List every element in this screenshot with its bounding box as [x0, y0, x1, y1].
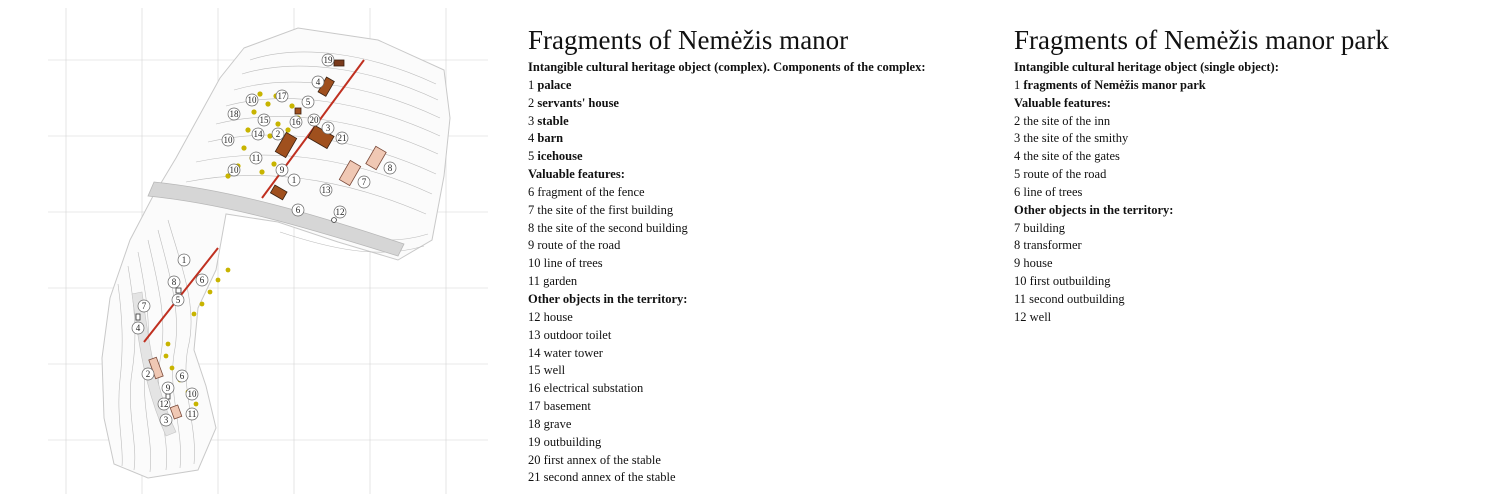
legend-item-name: well [543, 363, 566, 378]
marker-21 [336, 132, 348, 144]
legend-item-name: house [1023, 256, 1053, 271]
legend-item [1014, 113, 1454, 131]
legend-item-number: 11 [1014, 291, 1027, 306]
legend-item-number: 8 [528, 220, 535, 235]
legend-item-number: 15 [528, 363, 541, 378]
svg-text:6: 6 [199, 275, 205, 285]
svg-text:10: 10 [187, 389, 197, 399]
legend-item [528, 113, 968, 131]
svg-text:19: 19 [323, 55, 333, 65]
legend-item [528, 469, 968, 487]
legend-item-number: 9 [528, 238, 535, 253]
legend-item-name: building [1023, 220, 1066, 235]
svg-text:10: 10 [247, 95, 257, 105]
svg-text:13: 13 [321, 185, 331, 195]
legend-item [1014, 291, 1454, 309]
marker-11 [250, 152, 262, 164]
svg-text:1: 1 [291, 175, 297, 185]
legend-item [1014, 237, 1454, 255]
legend-item-name: second outbuilding [1029, 291, 1125, 306]
legend-item-number: 10 [528, 256, 541, 271]
legend-section-heading: Other objects in the territory: [1014, 202, 1174, 217]
legend-item-name: stable [537, 113, 569, 128]
marker-19 [322, 54, 334, 66]
marker-7 [358, 176, 370, 188]
legend-item [528, 452, 968, 470]
park-marker-8 [168, 276, 180, 288]
svg-text:7: 7 [361, 177, 367, 187]
svg-text:9: 9 [279, 165, 285, 175]
svg-text:4: 4 [315, 77, 321, 87]
park-marker-10 [186, 388, 198, 400]
site-plan-svg [48, 8, 488, 494]
legend-item-name: electrical substation [543, 381, 644, 396]
legend-item-number: 14 [528, 345, 541, 360]
legend-item [1014, 273, 1454, 291]
legend-item-number: 2 [528, 95, 535, 110]
svg-text:12: 12 [159, 399, 169, 409]
svg-text:17: 17 [277, 91, 287, 101]
legend-item-number: 7 [1014, 220, 1021, 235]
legend-item-number: 12 [1014, 309, 1027, 324]
legend-item-name: outbuilding [543, 434, 602, 449]
svg-text:15: 15 [259, 115, 269, 125]
park-marker-3 [160, 414, 172, 426]
legend-item-number: 2 [1014, 113, 1021, 128]
marker-16 [290, 116, 302, 128]
legend-item [1014, 166, 1454, 184]
legend-item-name: fragment of the fence [537, 184, 645, 199]
legend-item [528, 345, 968, 363]
legend-item [528, 148, 968, 166]
legend-item-number: 17 [528, 399, 541, 414]
legend-item [528, 255, 968, 273]
legend-item-name: servants' house [537, 95, 619, 110]
legend-item-name: line of trees [543, 256, 603, 271]
manor-legend [528, 24, 968, 487]
legend-item-name: route of the road [1023, 167, 1107, 182]
legend-item-name: well [1029, 309, 1052, 324]
svg-text:7: 7 [141, 301, 147, 311]
svg-text:21: 21 [337, 133, 347, 143]
legend-item [528, 184, 968, 202]
marker-6 [292, 204, 304, 216]
legend-item [528, 309, 968, 327]
legend-item-name: grave [543, 416, 572, 431]
svg-text:10: 10 [223, 135, 233, 145]
legend-item-name: basement [543, 399, 591, 414]
legend-item-name: icehouse [537, 149, 583, 164]
legend-item-number: 6 [1014, 184, 1021, 199]
svg-text:2: 2 [145, 369, 151, 379]
park-marker-7 [138, 300, 150, 312]
manor-legend-body [528, 59, 968, 487]
park-marker-9 [162, 382, 174, 394]
park-legend-title: Fragments of Nemėžis manor park [1014, 25, 1389, 55]
legend-item-number: 5 [528, 149, 535, 164]
legend-item [528, 380, 968, 398]
legend-section-heading: Valuable features: [528, 167, 625, 182]
marker-8 [384, 162, 396, 174]
legend-section-heading: Other objects in the territory: [528, 291, 688, 306]
marker-9 [276, 164, 288, 176]
legend-item-number: 18 [528, 416, 541, 431]
legend-item [1014, 220, 1454, 238]
svg-text:8: 8 [171, 277, 177, 287]
legend-item [528, 416, 968, 434]
park-marker-5 [172, 294, 184, 306]
svg-text:5: 5 [305, 97, 311, 107]
legend-item [528, 220, 968, 238]
marker-12 [334, 206, 346, 218]
legend-item-number: 21 [528, 470, 541, 485]
svg-text:11: 11 [187, 409, 197, 419]
site-plan-map [48, 8, 488, 494]
manor-legend-title: Fragments of Nemėžis manor [528, 25, 849, 55]
marker-1 [288, 174, 300, 186]
marker-14 [252, 128, 264, 140]
legend-item-number: 3 [528, 113, 535, 128]
legend-item [1014, 255, 1454, 273]
legend-item-name: house [543, 309, 573, 324]
legend-item-name: the site of the inn [1023, 113, 1111, 128]
svg-text:9: 9 [165, 383, 171, 393]
legend-section-heading: Intangible cultural heritage object (complex). Components of the complex: [528, 60, 926, 74]
legend-item [528, 202, 968, 220]
park-marker-11 [186, 408, 198, 420]
legend-item-number: 6 [528, 184, 535, 199]
svg-text:4: 4 [135, 323, 141, 333]
legend-item-number: 7 [528, 202, 535, 217]
legend-item [528, 273, 968, 291]
park-marker-1 [178, 254, 190, 266]
legend-item [528, 77, 968, 95]
park-marker-2 [142, 368, 154, 380]
legend-section-heading: Intangible cultural heritage object (single object): [1014, 60, 1279, 74]
legend-item-number: 4 [1014, 149, 1021, 164]
svg-text:11: 11 [251, 153, 261, 163]
park-legend [1014, 24, 1454, 327]
legend-item [528, 434, 968, 452]
legend-item-name: first annex of the stable [543, 452, 661, 467]
legend-item-number: 10 [1014, 274, 1027, 289]
marker-10a [246, 94, 258, 106]
legend-item-number: 20 [528, 452, 541, 467]
svg-text:1: 1 [181, 255, 187, 265]
svg-text:2: 2 [275, 129, 281, 139]
legend-item [1014, 184, 1454, 202]
svg-text:20: 20 [309, 115, 319, 125]
marker-4 [312, 76, 324, 88]
marker-3 [322, 122, 334, 134]
legend-item-number: 19 [528, 434, 541, 449]
legend-item-name: fragments of Nemėžis manor park [1023, 77, 1206, 92]
legend-item [528, 327, 968, 345]
park-marker-6a [196, 274, 208, 286]
legend-item [528, 95, 968, 113]
legend-item-name: the site of the second building [537, 220, 688, 235]
legend-item-name: transformer [1023, 238, 1082, 253]
marker-5 [302, 96, 314, 108]
legend-item-name: water tower [543, 345, 603, 360]
legend-item-name: route of the road [537, 238, 621, 253]
svg-text:3: 3 [325, 123, 331, 133]
legend-item-number: 3 [1014, 131, 1021, 146]
legend-item-name: garden [543, 274, 578, 289]
legend-item-name: palace [537, 77, 572, 92]
legend-item [528, 398, 968, 416]
svg-text:3: 3 [163, 415, 169, 425]
svg-text:12: 12 [335, 207, 345, 217]
legend-item-number: 16 [528, 381, 541, 396]
legend-item-number: 5 [1014, 167, 1021, 182]
legend-item [1014, 309, 1454, 327]
legend-item [528, 130, 968, 148]
marker-17 [276, 90, 288, 102]
legend-item [1014, 77, 1454, 95]
legend-item-number: 9 [1014, 256, 1021, 271]
legend-item-number: 11 [528, 274, 541, 289]
marker-18 [228, 108, 240, 120]
legend-item [528, 362, 968, 380]
svg-text:6: 6 [295, 205, 301, 215]
legend-item-number: 1 [528, 77, 535, 92]
park-marker-12 [158, 398, 170, 410]
legend-item-name: first outbuilding [1029, 274, 1111, 289]
marker-13 [320, 184, 332, 196]
park-marker-6b [176, 370, 188, 382]
svg-text:5: 5 [175, 295, 181, 305]
legend-item-name: outdoor toilet [543, 327, 612, 342]
marker-15 [258, 114, 270, 126]
legend-item-number: 4 [528, 131, 535, 146]
legend-item-name: barn [537, 131, 564, 146]
legend-item-number: 8 [1014, 238, 1021, 253]
legend-item-name: the site of the gates [1023, 149, 1120, 164]
legend-item-name: second annex of the stable [543, 470, 676, 485]
legend-item [1014, 130, 1454, 148]
marker-10c [228, 164, 240, 176]
svg-text:6: 6 [179, 371, 185, 381]
svg-text:16: 16 [291, 117, 301, 127]
legend-item-name: the site of the first building [537, 202, 674, 217]
marker-10b [222, 134, 234, 146]
svg-text:18: 18 [229, 109, 239, 119]
legend-item-number: 13 [528, 327, 541, 342]
park-marker-4 [132, 322, 144, 334]
marker-2 [272, 128, 284, 140]
legend-item-name: line of trees [1023, 184, 1083, 199]
legend-item-number: 12 [528, 309, 541, 324]
marker-20 [308, 114, 320, 126]
svg-text:10: 10 [229, 165, 239, 175]
svg-text:8: 8 [387, 163, 393, 173]
legend-item [1014, 148, 1454, 166]
legend-item [528, 237, 968, 255]
svg-text:14: 14 [253, 129, 263, 139]
legend-section-heading: Valuable features: [1014, 95, 1111, 110]
legend-item-number: 1 [1014, 77, 1021, 92]
legend-item-name: the site of the smithy [1023, 131, 1129, 146]
park-legend-body [1014, 59, 1454, 327]
